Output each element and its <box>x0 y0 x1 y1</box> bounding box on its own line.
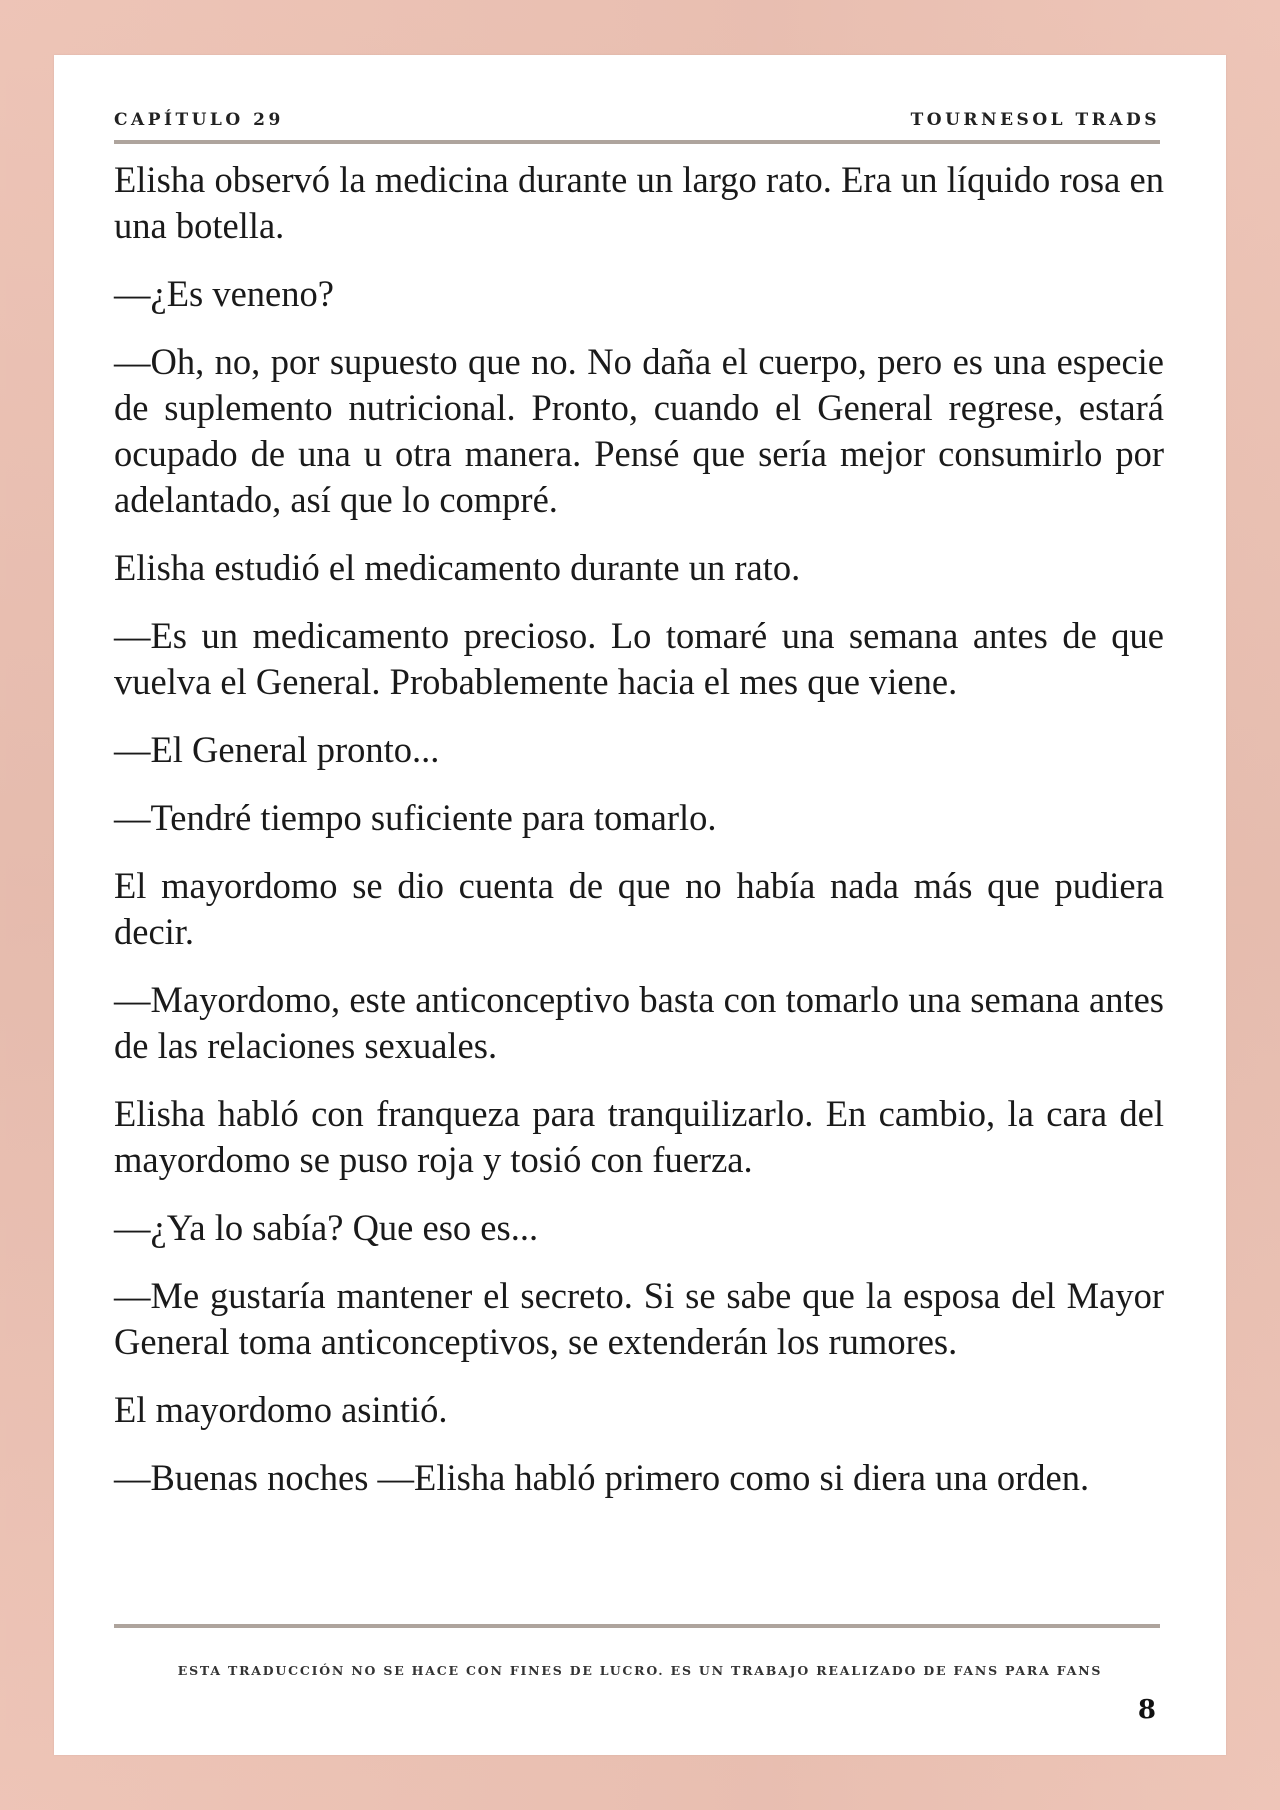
chapter-title: CAPÍTULO 29 <box>114 110 284 130</box>
paragraph: —¿Es veneno? <box>114 273 334 314</box>
translator-group: TOURNESOL TRADS <box>910 110 1160 130</box>
paragraph: —¿Ya lo sabía? Que eso es... <box>114 1207 539 1248</box>
chapter-body <box>114 157 1164 1523</box>
paragraph: El mayordomo asintió. <box>114 1389 448 1430</box>
page-header <box>114 105 1160 135</box>
paragraph: —El General pronto... <box>114 729 440 770</box>
paragraph: Elisha estudió el medicamento durante un rato. <box>114 547 801 588</box>
paragraph: —Mayordomo, este anticonceptivo basta con tomarlo una semana antes de las relaciones sexuales. <box>114 979 1164 1066</box>
header-divider <box>114 140 1160 144</box>
footer-divider <box>114 1624 1160 1628</box>
paragraph: El mayordomo se dio cuenta de que no había nada más que pudiera decir. <box>114 865 1164 952</box>
page-sheet <box>54 55 1226 1755</box>
paragraph: —Buenas noches —Elisha habló primero como si diera una orden. <box>114 1457 1090 1498</box>
paragraph: Elisha observó la medicina durante un largo rato. Era un líquido rosa en una botella. <box>114 159 1164 246</box>
page-number: 8 <box>1137 1695 1156 1725</box>
paragraph: —Es un medicamento precioso. Lo tomaré una semana antes de que vuelva el General. Probablemente hacia el mes que viene. <box>114 615 1164 702</box>
paragraph: —Me gustaría mantener el secreto. Si se sabe que la esposa del Mayor General toma anticonceptivos, se extenderán los rumores. <box>114 1275 1164 1362</box>
footer-disclaimer: ESTA TRADUCCIÓN NO SE HACE CON FINES DE LUCRO. ES UN TRABAJO REALIZADO DE FANS PARA FANS <box>177 1663 1103 1678</box>
paragraph: —Oh, no, por supuesto que no. No daña el cuerpo, pero es una especie de suplemento nutricional. Pronto, cuando el General regrese, estará ocupado de una u otra manera. Pensé que sería mejor consumirlo por adelantado, así que lo compré. <box>114 341 1164 520</box>
paragraph: —Tendré tiempo suficiente para tomarlo. <box>114 797 717 838</box>
paragraph: Elisha habló con franqueza para tranquilizarlo. En cambio, la cara del mayordomo se puso roja y tosió con fuerza. <box>114 1093 1164 1180</box>
